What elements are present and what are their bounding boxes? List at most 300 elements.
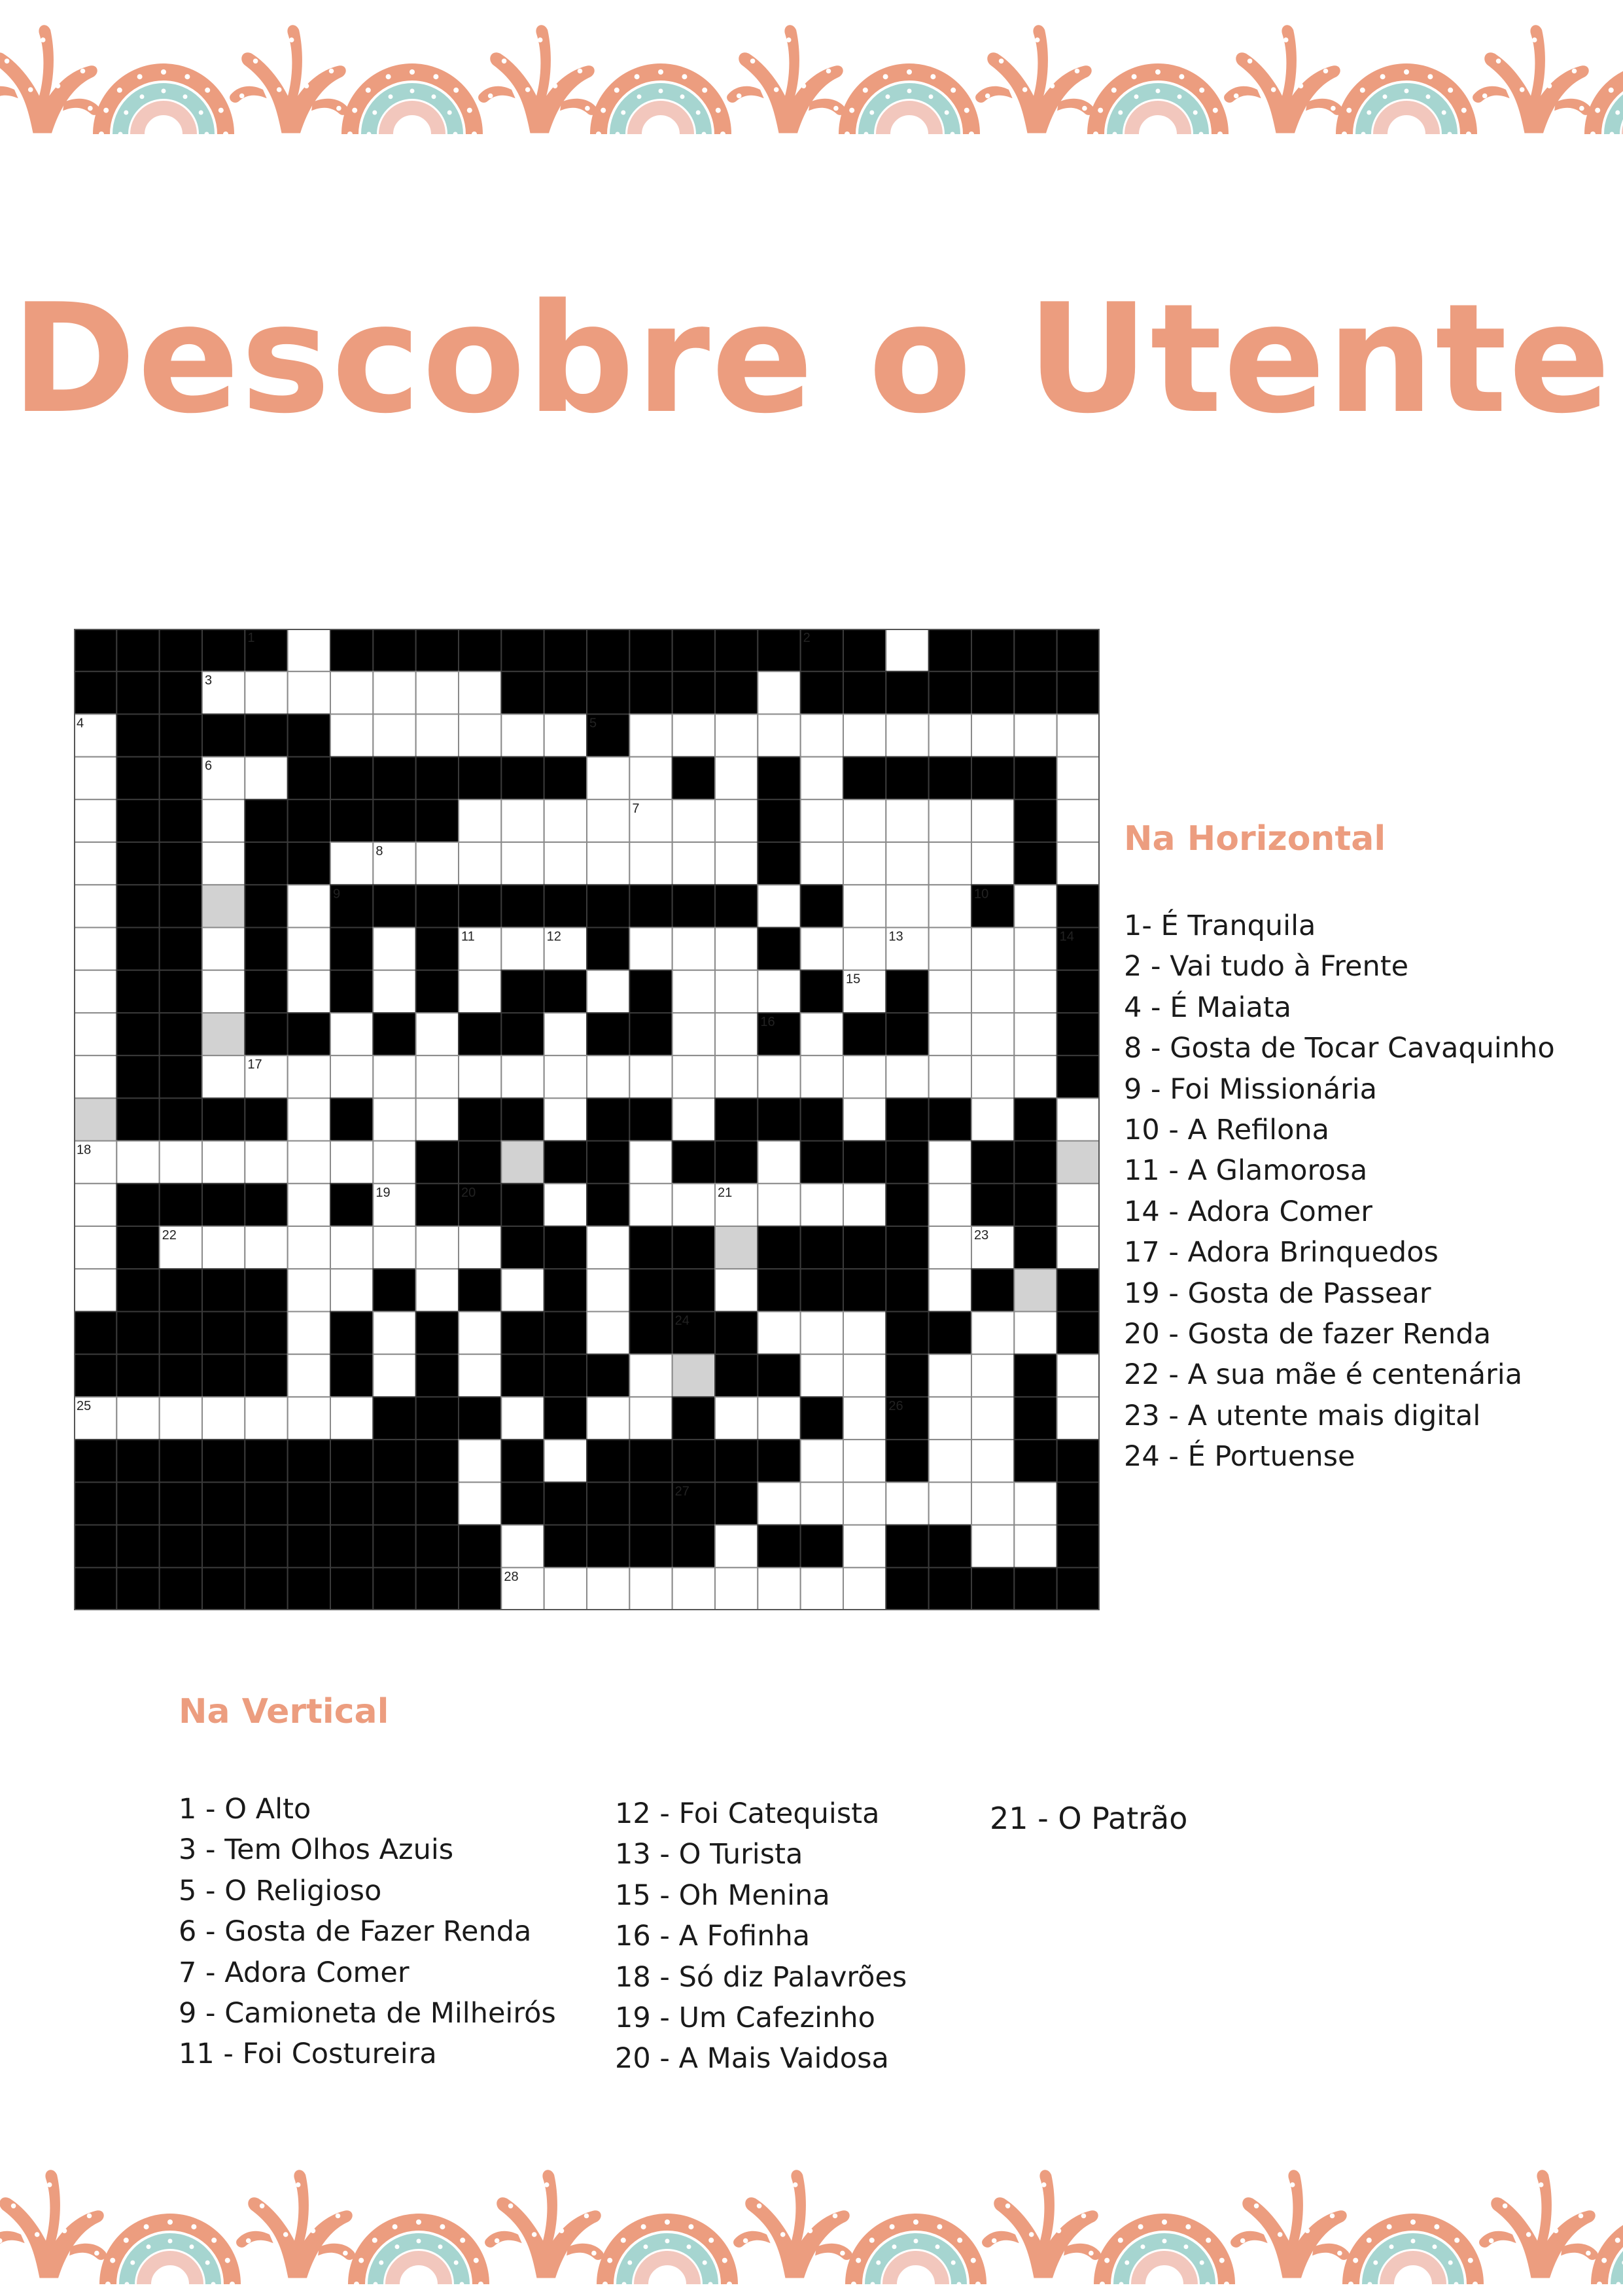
grid-answer-cell[interactable]	[587, 1568, 629, 1610]
grid-answer-cell[interactable]	[886, 714, 928, 756]
grid-answer-cell[interactable]	[587, 970, 629, 1013]
grid-block-cell	[929, 1098, 971, 1140]
grid-block-cell	[1057, 970, 1100, 1013]
grid-answer-cell[interactable]	[587, 800, 629, 842]
grid-answer-cell[interactable]	[288, 1141, 330, 1184]
grid-answer-cell[interactable]	[501, 842, 544, 885]
grid-answer-cell[interactable]	[202, 928, 245, 970]
grid-block-cell	[416, 1311, 459, 1354]
grid-block-cell	[330, 928, 373, 970]
grid-answer-cell[interactable]	[288, 970, 330, 1013]
grid-answer-cell[interactable]	[629, 1354, 672, 1397]
grid-block-cell	[1014, 1439, 1056, 1482]
grid-answer-cell[interactable]	[843, 1568, 886, 1610]
grid-answer-cell[interactable]	[544, 1055, 587, 1098]
grid-answer-cell[interactable]	[929, 1397, 971, 1439]
grid-answer-cell[interactable]	[929, 714, 971, 756]
grid-answer-cell[interactable]	[715, 800, 758, 842]
grid-block-cell	[843, 1226, 886, 1269]
grid-answer-cell[interactable]	[74, 928, 116, 970]
grid-answer-cell[interactable]	[629, 1055, 672, 1098]
grid-answer-cell[interactable]	[971, 1055, 1014, 1098]
horizontal-clues-title: Na Horizontal	[1124, 819, 1386, 858]
coral-icon	[485, 2170, 604, 2278]
grid-answer-cell[interactable]	[416, 1226, 459, 1269]
grid-answer-cell[interactable]	[971, 800, 1014, 842]
grid-answer-cell[interactable]	[74, 1055, 116, 1098]
clue-number: 8	[375, 844, 383, 859]
grid-answer-cell[interactable]	[330, 1141, 373, 1184]
grid-answer-cell[interactable]	[801, 1439, 843, 1482]
grid-answer-cell[interactable]	[672, 1098, 715, 1140]
grid-answer-cell[interactable]	[330, 842, 373, 885]
grid-answer-cell[interactable]	[629, 928, 672, 970]
grid-answer-cell[interactable]	[715, 757, 758, 800]
grid-answer-cell[interactable]	[929, 885, 971, 927]
grid-answer-cell[interactable]	[587, 1055, 629, 1098]
grid-answer-cell[interactable]	[1014, 1055, 1056, 1098]
grid-answer-cell[interactable]	[801, 928, 843, 970]
grid-answer-cell[interactable]	[929, 842, 971, 885]
grid-answer-cell[interactable]	[929, 1354, 971, 1397]
grid-answer-cell[interactable]	[1057, 1226, 1100, 1269]
grid-answer-cell[interactable]	[715, 1525, 758, 1568]
grid-answer-cell[interactable]	[801, 714, 843, 756]
grid-answer-cell[interactable]	[715, 1397, 758, 1439]
grid-answer-cell[interactable]	[1057, 800, 1100, 842]
grid-answer-cell[interactable]	[801, 1184, 843, 1226]
grid-answer-cell[interactable]	[758, 1568, 800, 1610]
grid-block-cell	[202, 1568, 245, 1610]
grid-block-cell	[1057, 1525, 1100, 1568]
grid-answer-cell[interactable]	[373, 1354, 415, 1397]
grid-answer-cell[interactable]	[971, 1482, 1014, 1525]
grid-block-cell	[672, 1226, 715, 1269]
grid-answer-cell[interactable]	[501, 1525, 544, 1568]
coral-icon	[1224, 25, 1343, 133]
grid-block-cell	[1057, 1568, 1100, 1610]
grid-answer-cell[interactable]	[373, 1098, 415, 1140]
grid-answer-cell[interactable]	[288, 629, 330, 671]
grid-answer-cell[interactable]	[74, 970, 116, 1013]
grid-answer-cell[interactable]	[459, 714, 501, 756]
grid-answer-cell[interactable]	[373, 1141, 415, 1184]
grid-answer-cell[interactable]	[416, 714, 459, 756]
grid-block-cell	[801, 970, 843, 1013]
grid-answer-cell[interactable]	[843, 800, 886, 842]
grid-answer-cell[interactable]	[843, 1184, 886, 1226]
grid-answer-cell[interactable]	[544, 1568, 587, 1610]
grid-block-cell	[672, 629, 715, 671]
grid-block-cell	[202, 1269, 245, 1311]
grid-answer-cell[interactable]	[587, 1226, 629, 1269]
grid-answer-cell[interactable]	[245, 757, 287, 800]
grid-answer-cell[interactable]	[1057, 757, 1100, 800]
grid-answer-cell[interactable]	[202, 970, 245, 1013]
grid-answer-cell[interactable]	[672, 800, 715, 842]
grid-answer-cell[interactable]	[416, 671, 459, 714]
grid-answer-cell[interactable]	[288, 1269, 330, 1311]
grid-answer-cell[interactable]	[501, 800, 544, 842]
grid-answer-cell[interactable]	[459, 842, 501, 885]
grid-answer-cell[interactable]	[929, 800, 971, 842]
grid-answer-cell[interactable]	[758, 714, 800, 756]
grid-answer-cell[interactable]	[288, 1098, 330, 1140]
grid-answer-cell[interactable]	[330, 1269, 373, 1311]
grid-answer-cell[interactable]	[1057, 1184, 1100, 1226]
grid-answer-cell[interactable]	[416, 1098, 459, 1140]
grid-answer-cell[interactable]	[758, 671, 800, 714]
grid-answer-cell[interactable]	[74, 1098, 116, 1140]
grid-block-cell	[501, 1311, 544, 1354]
grid-answer-cell[interactable]	[202, 1141, 245, 1184]
grid-answer-cell[interactable]	[929, 1013, 971, 1055]
grid-answer-cell[interactable]	[288, 928, 330, 970]
grid-answer-cell[interactable]	[74, 800, 116, 842]
grid-answer-cell[interactable]	[501, 714, 544, 756]
grid-answer-cell[interactable]	[801, 1482, 843, 1525]
grid-answer-cell[interactable]	[1057, 1098, 1100, 1140]
grid-answer-cell[interactable]	[459, 1482, 501, 1525]
grid-answer-cell[interactable]	[288, 1311, 330, 1354]
grid-answer-cell[interactable]	[758, 1055, 800, 1098]
grid-answer-cell[interactable]	[971, 1354, 1014, 1397]
grid-answer-cell[interactable]	[373, 970, 415, 1013]
grid-answer-cell[interactable]	[929, 1482, 971, 1525]
grid-answer-cell[interactable]	[971, 1013, 1014, 1055]
grid-answer-cell[interactable]	[843, 1311, 886, 1354]
grid-answer-cell[interactable]	[587, 757, 629, 800]
grid-answer-cell[interactable]	[971, 970, 1014, 1013]
grid-answer-cell[interactable]	[202, 1055, 245, 1098]
grid-answer-cell[interactable]	[501, 1141, 544, 1184]
grid-block-cell	[330, 1098, 373, 1140]
grid-answer-cell[interactable]	[330, 714, 373, 756]
grid-answer-cell[interactable]	[1014, 928, 1056, 970]
grid-answer-cell[interactable]	[1057, 842, 1100, 885]
grid-answer-cell[interactable]	[971, 842, 1014, 885]
grid-answer-cell[interactable]	[288, 1226, 330, 1269]
grid-answer-cell[interactable]	[843, 928, 886, 970]
grid-answer-cell[interactable]	[843, 1055, 886, 1098]
grid-answer-cell[interactable]	[74, 1269, 116, 1311]
grid-answer-cell[interactable]	[929, 1226, 971, 1269]
grid-block-cell	[459, 1525, 501, 1568]
grid-answer-cell[interactable]	[801, 1013, 843, 1055]
grid-answer-cell[interactable]	[373, 1311, 415, 1354]
grid-block-cell	[587, 1439, 629, 1482]
grid-block-cell	[886, 757, 928, 800]
clue-item: 7 - Adora Comer	[179, 1956, 410, 1989]
grid-answer-cell[interactable]	[416, 1013, 459, 1055]
grid-block-cell	[587, 1354, 629, 1397]
grid-block-cell	[160, 1525, 202, 1568]
grid-answer-cell[interactable]	[1057, 714, 1100, 756]
grid-answer-cell[interactable]	[843, 885, 886, 927]
grid-answer-cell[interactable]	[288, 1055, 330, 1098]
grid-answer-cell[interactable]	[288, 1184, 330, 1226]
grid-answer-cell[interactable]	[629, 1141, 672, 1184]
grid-answer-cell[interactable]	[1014, 1482, 1056, 1525]
grid-answer-cell[interactable]	[116, 1397, 159, 1439]
grid-answer-cell[interactable]	[801, 1055, 843, 1098]
grid-block-cell	[373, 1482, 415, 1525]
grid-answer-cell[interactable]	[929, 928, 971, 970]
grid-answer-cell[interactable]	[715, 928, 758, 970]
grid-answer-cell[interactable]	[672, 1013, 715, 1055]
grid-block-cell	[1057, 629, 1100, 671]
grid-block-cell	[459, 1269, 501, 1311]
grid-block-cell	[629, 1098, 672, 1140]
grid-answer-cell[interactable]	[715, 714, 758, 756]
grid-answer-cell[interactable]	[801, 757, 843, 800]
grid-answer-cell[interactable]	[672, 928, 715, 970]
grid-answer-cell[interactable]	[672, 1055, 715, 1098]
grid-answer-cell[interactable]	[544, 1439, 587, 1482]
grid-answer-cell[interactable]	[672, 1184, 715, 1226]
grid-answer-cell[interactable]	[629, 842, 672, 885]
grid-answer-cell[interactable]	[672, 970, 715, 1013]
grid-block-cell	[330, 629, 373, 671]
grid-answer-cell[interactable]	[160, 1397, 202, 1439]
grid-block-cell	[116, 800, 159, 842]
grid-answer-cell[interactable]	[715, 1269, 758, 1311]
grid-answer-cell[interactable]	[715, 1226, 758, 1269]
grid-block-cell	[416, 1439, 459, 1482]
grid-answer-cell[interactable]	[886, 800, 928, 842]
grid-answer-cell[interactable]	[459, 1311, 501, 1354]
grid-answer-cell[interactable]	[971, 1311, 1014, 1354]
grid-answer-cell[interactable]	[843, 714, 886, 756]
grid-answer-cell[interactable]	[459, 1226, 501, 1269]
grid-block-cell	[544, 629, 587, 671]
grid-answer-cell[interactable]	[202, 800, 245, 842]
grid-block-cell	[116, 1568, 159, 1610]
grid-answer-cell[interactable]	[330, 671, 373, 714]
grid-answer-cell[interactable]	[373, 671, 415, 714]
grid-answer-cell[interactable]	[373, 714, 415, 756]
grid-answer-cell[interactable]	[758, 1397, 800, 1439]
grid-answer-cell[interactable]	[971, 1525, 1014, 1568]
grid-answer-cell[interactable]	[629, 757, 672, 800]
grid-answer-cell[interactable]	[801, 800, 843, 842]
grid-block-cell	[544, 1354, 587, 1397]
grid-answer-cell[interactable]	[202, 1226, 245, 1269]
grid-block-cell	[501, 885, 544, 927]
grid-answer-cell[interactable]	[629, 714, 672, 756]
grid-answer-cell[interactable]	[843, 1439, 886, 1482]
grid-answer-cell[interactable]	[74, 1226, 116, 1269]
grid-answer-cell[interactable]	[715, 1055, 758, 1098]
grid-answer-cell[interactable]	[416, 1055, 459, 1098]
grid-answer-cell[interactable]	[715, 842, 758, 885]
grid-answer-cell[interactable]	[629, 1184, 672, 1226]
grid-answer-cell[interactable]	[1014, 1269, 1056, 1311]
grid-answer-cell[interactable]	[288, 1354, 330, 1397]
grid-answer-cell[interactable]	[843, 1098, 886, 1140]
grid-answer-cell[interactable]	[801, 1354, 843, 1397]
grid-answer-cell[interactable]	[843, 1525, 886, 1568]
grid-answer-cell[interactable]	[459, 800, 501, 842]
grid-answer-cell[interactable]	[202, 1397, 245, 1439]
grid-block-cell	[501, 1184, 544, 1226]
grid-answer-cell[interactable]	[929, 1269, 971, 1311]
grid-answer-cell[interactable]	[416, 1269, 459, 1311]
grid-block-cell	[587, 671, 629, 714]
grid-answer-cell[interactable]	[288, 885, 330, 927]
grid-answer-cell[interactable]	[416, 842, 459, 885]
rainbow-icon	[105, 2219, 235, 2287]
grid-answer-cell[interactable]	[501, 928, 544, 970]
grid-answer-cell[interactable]	[459, 671, 501, 714]
grid-answer-cell[interactable]	[1057, 1397, 1100, 1439]
grid-block-cell	[672, 1439, 715, 1482]
grid-answer-cell[interactable]	[758, 1482, 800, 1525]
grid-answer-cell[interactable]	[801, 842, 843, 885]
clue-item: 18 - Só diz Palavrões	[615, 1960, 907, 1994]
grid-answer-cell[interactable]	[971, 928, 1014, 970]
grid-block-cell	[758, 928, 800, 970]
grid-block-cell	[886, 1226, 928, 1269]
grid-answer-cell[interactable]	[971, 1439, 1014, 1482]
grid-answer-cell[interactable]	[672, 1568, 715, 1610]
grid-answer-cell[interactable]	[971, 1397, 1014, 1439]
grid-answer-cell[interactable]	[245, 671, 287, 714]
grid-answer-cell[interactable]	[929, 1439, 971, 1482]
grid-answer-cell[interactable]	[715, 1013, 758, 1055]
clue-number: 13	[888, 929, 903, 944]
grid-answer-cell[interactable]	[202, 1013, 245, 1055]
grid-answer-cell[interactable]	[373, 928, 415, 970]
grid-answer-cell[interactable]	[74, 757, 116, 800]
grid-answer-cell[interactable]	[971, 1098, 1014, 1140]
grid-answer-cell[interactable]	[116, 1141, 159, 1184]
grid-answer-cell[interactable]	[629, 1568, 672, 1610]
grid-answer-cell[interactable]	[843, 1397, 886, 1439]
grid-answer-cell[interactable]	[501, 1397, 544, 1439]
grid-answer-cell[interactable]	[459, 1055, 501, 1098]
grid-answer-cell[interactable]	[330, 1055, 373, 1098]
grid-block-cell	[245, 1013, 287, 1055]
grid-answer-cell[interactable]	[330, 1013, 373, 1055]
grid-answer-cell[interactable]	[629, 1397, 672, 1439]
grid-answer-cell[interactable]	[715, 1568, 758, 1610]
grid-answer-cell[interactable]	[801, 1311, 843, 1354]
grid-answer-cell[interactable]	[758, 885, 800, 927]
grid-answer-cell[interactable]	[929, 1055, 971, 1098]
grid-answer-cell[interactable]	[459, 1354, 501, 1397]
grid-answer-cell[interactable]	[886, 629, 928, 671]
grid-answer-cell[interactable]	[801, 1568, 843, 1610]
grid-answer-cell[interactable]	[758, 1141, 800, 1184]
grid-answer-cell[interactable]	[672, 842, 715, 885]
grid-answer-cell[interactable]	[1014, 714, 1056, 756]
grid-answer-cell[interactable]	[886, 885, 928, 927]
grid-answer-cell[interactable]	[330, 1226, 373, 1269]
grid-answer-cell[interactable]	[587, 1397, 629, 1439]
grid-answer-cell[interactable]	[971, 714, 1014, 756]
grid-answer-cell[interactable]	[288, 671, 330, 714]
coral-icon	[478, 25, 597, 133]
grid-answer-cell[interactable]	[587, 1311, 629, 1354]
grid-answer-cell[interactable]	[1057, 1354, 1100, 1397]
grid-block-cell	[160, 1269, 202, 1311]
grid-answer-cell[interactable]	[843, 842, 886, 885]
grid-answer-cell[interactable]	[886, 1055, 928, 1098]
grid-answer-cell[interactable]	[929, 970, 971, 1013]
grid-answer-cell[interactable]	[929, 1184, 971, 1226]
grid-block-cell	[202, 1354, 245, 1397]
grid-answer-cell[interactable]	[501, 1269, 544, 1311]
grid-answer-cell[interactable]	[544, 1098, 587, 1140]
grid-answer-cell[interactable]	[587, 842, 629, 885]
grid-answer-cell[interactable]	[1014, 1311, 1056, 1354]
grid-answer-cell[interactable]	[245, 1226, 287, 1269]
grid-block-cell	[459, 1098, 501, 1140]
grid-answer-cell[interactable]	[672, 714, 715, 756]
grid-answer-cell[interactable]	[886, 842, 928, 885]
grid-answer-cell[interactable]	[544, 1013, 587, 1055]
grid-answer-cell[interactable]	[544, 842, 587, 885]
grid-answer-cell[interactable]	[758, 970, 800, 1013]
grid-answer-cell[interactable]	[587, 1269, 629, 1311]
grid-block-cell	[245, 1568, 287, 1610]
grid-answer-cell[interactable]	[843, 1482, 886, 1525]
clue-item: 20 - A Mais Vaidosa	[615, 2042, 889, 2075]
grid-block-cell	[501, 757, 544, 800]
grid-answer-cell[interactable]	[886, 1482, 928, 1525]
clue-number: 9	[333, 887, 341, 902]
grid-block-cell	[416, 629, 459, 671]
grid-answer-cell[interactable]	[501, 1055, 544, 1098]
grid-answer-cell[interactable]	[160, 1141, 202, 1184]
vertical-clues-column-3	[990, 1798, 1187, 1839]
grid-answer-cell[interactable]	[288, 1397, 330, 1439]
grid-answer-cell[interactable]	[544, 1184, 587, 1226]
grid-answer-cell[interactable]	[1057, 1141, 1100, 1184]
grid-answer-cell[interactable]	[459, 1439, 501, 1482]
grid-answer-cell[interactable]	[74, 885, 116, 927]
grid-answer-cell[interactable]	[544, 714, 587, 756]
grid-answer-cell[interactable]	[373, 1226, 415, 1269]
grid-answer-cell[interactable]	[459, 970, 501, 1013]
grid-answer-cell[interactable]	[202, 842, 245, 885]
grid-answer-cell[interactable]	[245, 1141, 287, 1184]
grid-block-cell	[245, 800, 287, 842]
rainbow-icon	[1100, 2219, 1229, 2287]
grid-answer-cell[interactable]	[758, 1311, 800, 1354]
grid-block-cell	[629, 885, 672, 927]
grid-answer-cell[interactable]	[1014, 885, 1056, 927]
grid-answer-cell[interactable]	[373, 1055, 415, 1098]
grid-answer-cell[interactable]	[1014, 1013, 1056, 1055]
grid-answer-cell[interactable]	[74, 842, 116, 885]
grid-answer-cell[interactable]	[929, 1141, 971, 1184]
grid-answer-cell[interactable]	[1014, 1525, 1056, 1568]
grid-answer-cell[interactable]	[758, 1184, 800, 1226]
grid-block-cell	[758, 629, 800, 671]
grid-answer-cell[interactable]	[245, 1397, 287, 1439]
grid-answer-cell[interactable]	[74, 1184, 116, 1226]
grid-answer-cell[interactable]	[672, 1354, 715, 1397]
grid-answer-cell[interactable]	[330, 1397, 373, 1439]
grid-answer-cell[interactable]	[74, 1013, 116, 1055]
grid-answer-cell[interactable]	[544, 800, 587, 842]
grid-answer-cell[interactable]	[715, 970, 758, 1013]
grid-answer-cell[interactable]	[202, 885, 245, 927]
grid-answer-cell[interactable]	[843, 1354, 886, 1397]
grid-answer-cell[interactable]	[1014, 970, 1056, 1013]
